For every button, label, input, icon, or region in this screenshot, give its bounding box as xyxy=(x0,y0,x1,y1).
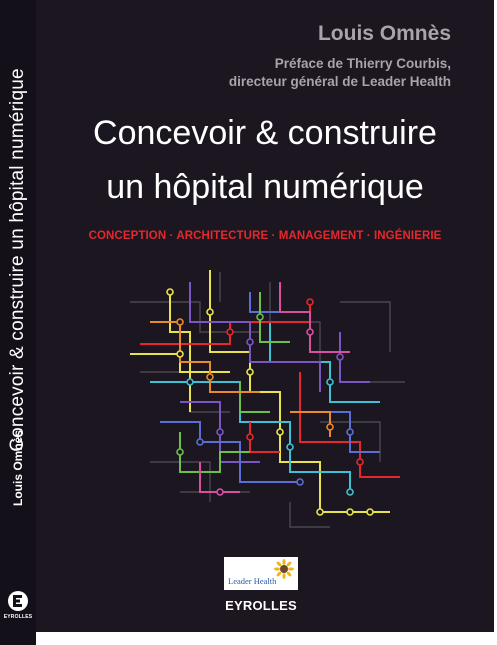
cover-author: Louis Omnès xyxy=(317,22,451,45)
preface-line-2: directeur général de Leader Health xyxy=(228,74,451,89)
spine-publisher: EYROLLES xyxy=(3,614,33,620)
preface-line-1: Préface de Thierry Courbis, xyxy=(274,56,451,71)
leader-health-text: Leader Health xyxy=(228,576,277,586)
metro-network-illustration xyxy=(120,262,410,534)
sun-flower-icon xyxy=(274,559,294,579)
publisher-logo: EYROLLES xyxy=(225,598,297,613)
cover-title-line-2: un hôpital numérique xyxy=(106,168,424,206)
cover-preface xyxy=(229,55,451,91)
leader-health-logo xyxy=(224,557,298,590)
book-spine xyxy=(0,0,36,645)
cover-title-line-1: Concevoir & construire xyxy=(93,114,437,152)
eyrolles-e-logo-icon xyxy=(5,590,31,617)
spine-author: Louis Omnès xyxy=(11,429,25,507)
spine-title: Concevoir & construire un hôpital numérique xyxy=(7,68,28,452)
cover-subtitle: CONCEPTION · ARCHITECTURE · MANAGEMENT · INGÉNIERIE xyxy=(88,230,442,242)
